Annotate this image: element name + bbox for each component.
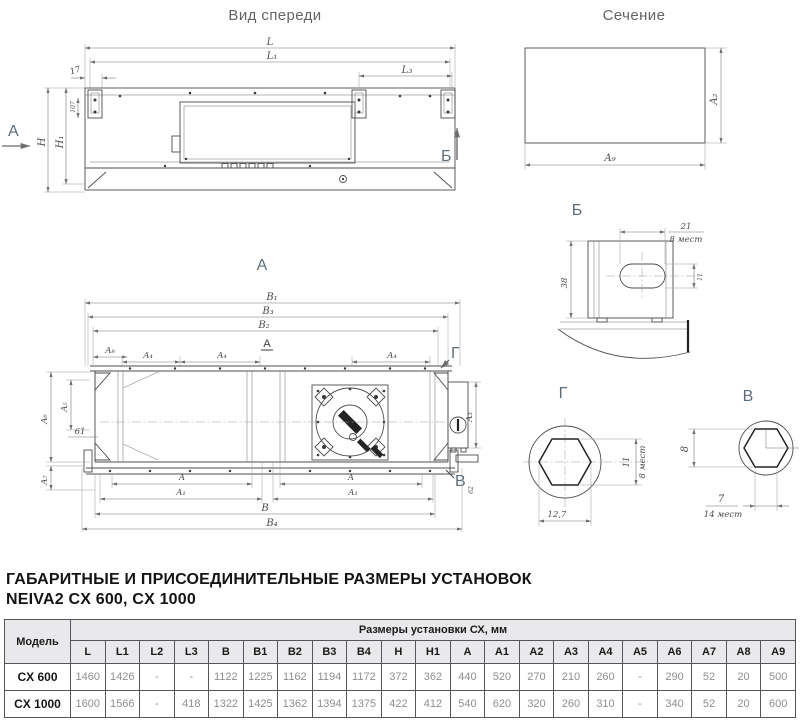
dim-value-cell: 1426	[105, 664, 140, 691]
col-header: A3	[554, 641, 589, 664]
dim-value-cell: 1122	[209, 664, 244, 691]
view-a-title: А	[256, 257, 268, 274]
dim-L1: L₁	[266, 51, 278, 62]
view-a-side-dimensions	[40, 372, 481, 494]
detail-b-dimensions	[560, 222, 704, 318]
dim-value-cell: 310	[588, 691, 623, 718]
dim-value-cell: 1375	[347, 691, 382, 718]
dim-value-cell: 520	[485, 664, 520, 691]
cut-plane-label: А	[263, 338, 271, 350]
section-title: Сечение	[602, 7, 666, 24]
dim-A2: A₂	[709, 93, 720, 105]
dim-62: 62	[468, 486, 475, 494]
front-view-geometry	[85, 88, 455, 190]
dim-value-cell: 52	[692, 664, 727, 691]
col-header: H1	[416, 641, 451, 664]
dim-A: A	[178, 473, 186, 483]
dim-value-cell: 500	[761, 664, 796, 691]
dim-value-cell: -	[174, 664, 209, 691]
col-header: A1	[485, 641, 520, 664]
detail-g-title: Г	[558, 385, 568, 402]
model-column-header: Модель	[5, 620, 71, 664]
col-header: A	[450, 641, 485, 664]
dim-value-cell: 1162	[278, 664, 313, 691]
col-header: A6	[657, 641, 692, 664]
dim-value-cell: 340	[657, 691, 692, 718]
dim-A8: A₈	[105, 346, 115, 356]
dim-value-cell: 320	[519, 691, 554, 718]
heading-line-2: NEIVA2 CX 600, CX 1000	[6, 591, 196, 608]
dim-21-places: 8 мест	[669, 235, 703, 245]
col-header: B	[209, 641, 244, 664]
dim-value-cell: 20	[726, 664, 761, 691]
dim-value-cell: 418	[174, 691, 209, 718]
col-header: H	[381, 641, 416, 664]
table-row	[5, 691, 796, 718]
dim-B4: B₄	[266, 518, 278, 529]
heading-line-1: ГАБАРИТНЫЕ И ПРИСОЕДИНИТЕЛЬНЫЕ РАЗМЕРЫ УСТАНОВОК	[6, 571, 532, 588]
table-group-header-row	[5, 620, 796, 641]
dim-value-cell: -	[140, 691, 175, 718]
model-cell: CX 1000	[5, 691, 71, 718]
col-header: B1	[243, 641, 278, 664]
dim-value-cell: 1394	[312, 691, 347, 718]
section-view	[525, 7, 727, 170]
dim-A1: A₁	[176, 488, 186, 498]
col-header: A4	[588, 641, 623, 664]
dim-value-cell: -	[623, 664, 658, 691]
dim-A4: A₄	[143, 351, 153, 361]
dim-value-cell: 260	[554, 691, 589, 718]
dim-value-cell: 362	[416, 664, 451, 691]
col-header: B3	[312, 641, 347, 664]
view-a	[40, 257, 481, 532]
dim-value-cell: 260	[588, 664, 623, 691]
dim-value-cell: 1425	[243, 691, 278, 718]
detail-v-pointer-label: В	[455, 473, 466, 490]
view-a-top-dimensions	[85, 292, 460, 368]
detail-b-title: Б	[571, 202, 583, 219]
col-header: A5	[623, 641, 658, 664]
dim-21: 21	[680, 222, 692, 232]
dim-A4: A₄	[217, 351, 227, 361]
dim-A1: A₁	[348, 488, 358, 498]
dim-38: 38	[560, 277, 570, 289]
col-header: L3	[174, 641, 209, 664]
view-arrow-label-b: Б	[441, 148, 452, 165]
dim-value-cell: 440	[450, 664, 485, 691]
dimensions-table	[4, 619, 796, 718]
front-view-dimensions	[2, 37, 457, 192]
col-header: A2	[519, 641, 554, 664]
dim-B2: B₂	[258, 320, 270, 331]
dim-7: 7	[717, 494, 725, 505]
dim-value-cell: 290	[657, 664, 692, 691]
group-header: Размеры установки СХ, мм	[71, 620, 796, 641]
dim-value-cell: 1566	[105, 691, 140, 718]
dim-value-cell: 620	[485, 691, 520, 718]
dim-B3: B₃	[262, 306, 274, 317]
dim-value-cell: 1194	[312, 664, 347, 691]
dim-value-cell: 20	[726, 691, 761, 718]
model-cell: CX 600	[5, 664, 71, 691]
dim-7-places: 14 мест	[703, 510, 743, 520]
col-header: L1	[105, 641, 140, 664]
dim-value-cell: 1460	[71, 664, 106, 691]
detail-b	[558, 202, 704, 358]
detail-v	[680, 388, 799, 520]
col-header: L	[71, 641, 106, 664]
detail-g-pointer-label: Г	[451, 345, 460, 362]
front-view	[2, 7, 457, 192]
dim-value-cell: 540	[450, 691, 485, 718]
dim-L: L	[266, 37, 274, 48]
view-arrow-label-a: А	[8, 123, 19, 140]
dim-value-cell: 1225	[243, 664, 278, 691]
dim-A3: A₃	[465, 412, 475, 422]
dim-value-cell: 422	[381, 691, 416, 718]
col-header: L2	[140, 641, 175, 664]
dim-8: 8	[680, 445, 691, 453]
dim-value-cell: 372	[381, 664, 416, 691]
detail-g	[523, 385, 648, 526]
dim-107: 107	[70, 101, 77, 113]
col-header: A7	[692, 641, 727, 664]
dim-value-cell: 1322	[209, 691, 244, 718]
dim-value-cell: 52	[692, 691, 727, 718]
table-column-header-row	[5, 641, 796, 664]
dim-A5: A₅	[60, 402, 70, 412]
dim-value-cell: 1362	[278, 691, 313, 718]
dim-A7: A₇	[40, 475, 50, 485]
detail-v-title: В	[742, 388, 754, 405]
dim-value-cell: -	[623, 691, 658, 718]
dim-A6: A₆	[40, 414, 50, 424]
col-header: A9	[761, 641, 796, 664]
dim-H: H	[37, 137, 48, 147]
dim-H1: H₁	[55, 135, 66, 149]
dim-A4: A₄	[387, 351, 397, 361]
dim-value-cell: 1172	[347, 664, 382, 691]
dim-L3: L₃	[401, 65, 413, 76]
dim-A: A	[347, 473, 355, 483]
dim-11: 11	[622, 456, 632, 468]
dim-B1: B₁	[266, 292, 278, 303]
dim-11-places: 8 мест	[638, 445, 648, 479]
col-header: A8	[726, 641, 761, 664]
table-row	[5, 664, 796, 691]
section-heading	[6, 570, 532, 610]
dim-value-cell: 600	[761, 691, 796, 718]
dim-value-cell: 1600	[71, 691, 106, 718]
dim-A9: A₉	[604, 153, 616, 164]
dim-value-cell: 412	[416, 691, 451, 718]
dim-17: 17	[68, 64, 83, 78]
dim-value-cell: 270	[519, 664, 554, 691]
front-view-title: Вид спереди	[228, 7, 322, 24]
dim-value-cell: 210	[554, 664, 589, 691]
view-a-bottom-dimensions	[82, 462, 462, 532]
dim-12-7: 12,7	[547, 510, 567, 520]
dim-B: B	[261, 503, 269, 514]
dim-11-slot: 11	[697, 273, 704, 281]
view-a-geometry	[84, 366, 478, 474]
dim-61: 61	[74, 427, 86, 437]
dim-value-cell: -	[140, 664, 175, 691]
col-header: B2	[278, 641, 313, 664]
col-header: B4	[347, 641, 382, 664]
detail-b-geometry	[558, 241, 700, 358]
